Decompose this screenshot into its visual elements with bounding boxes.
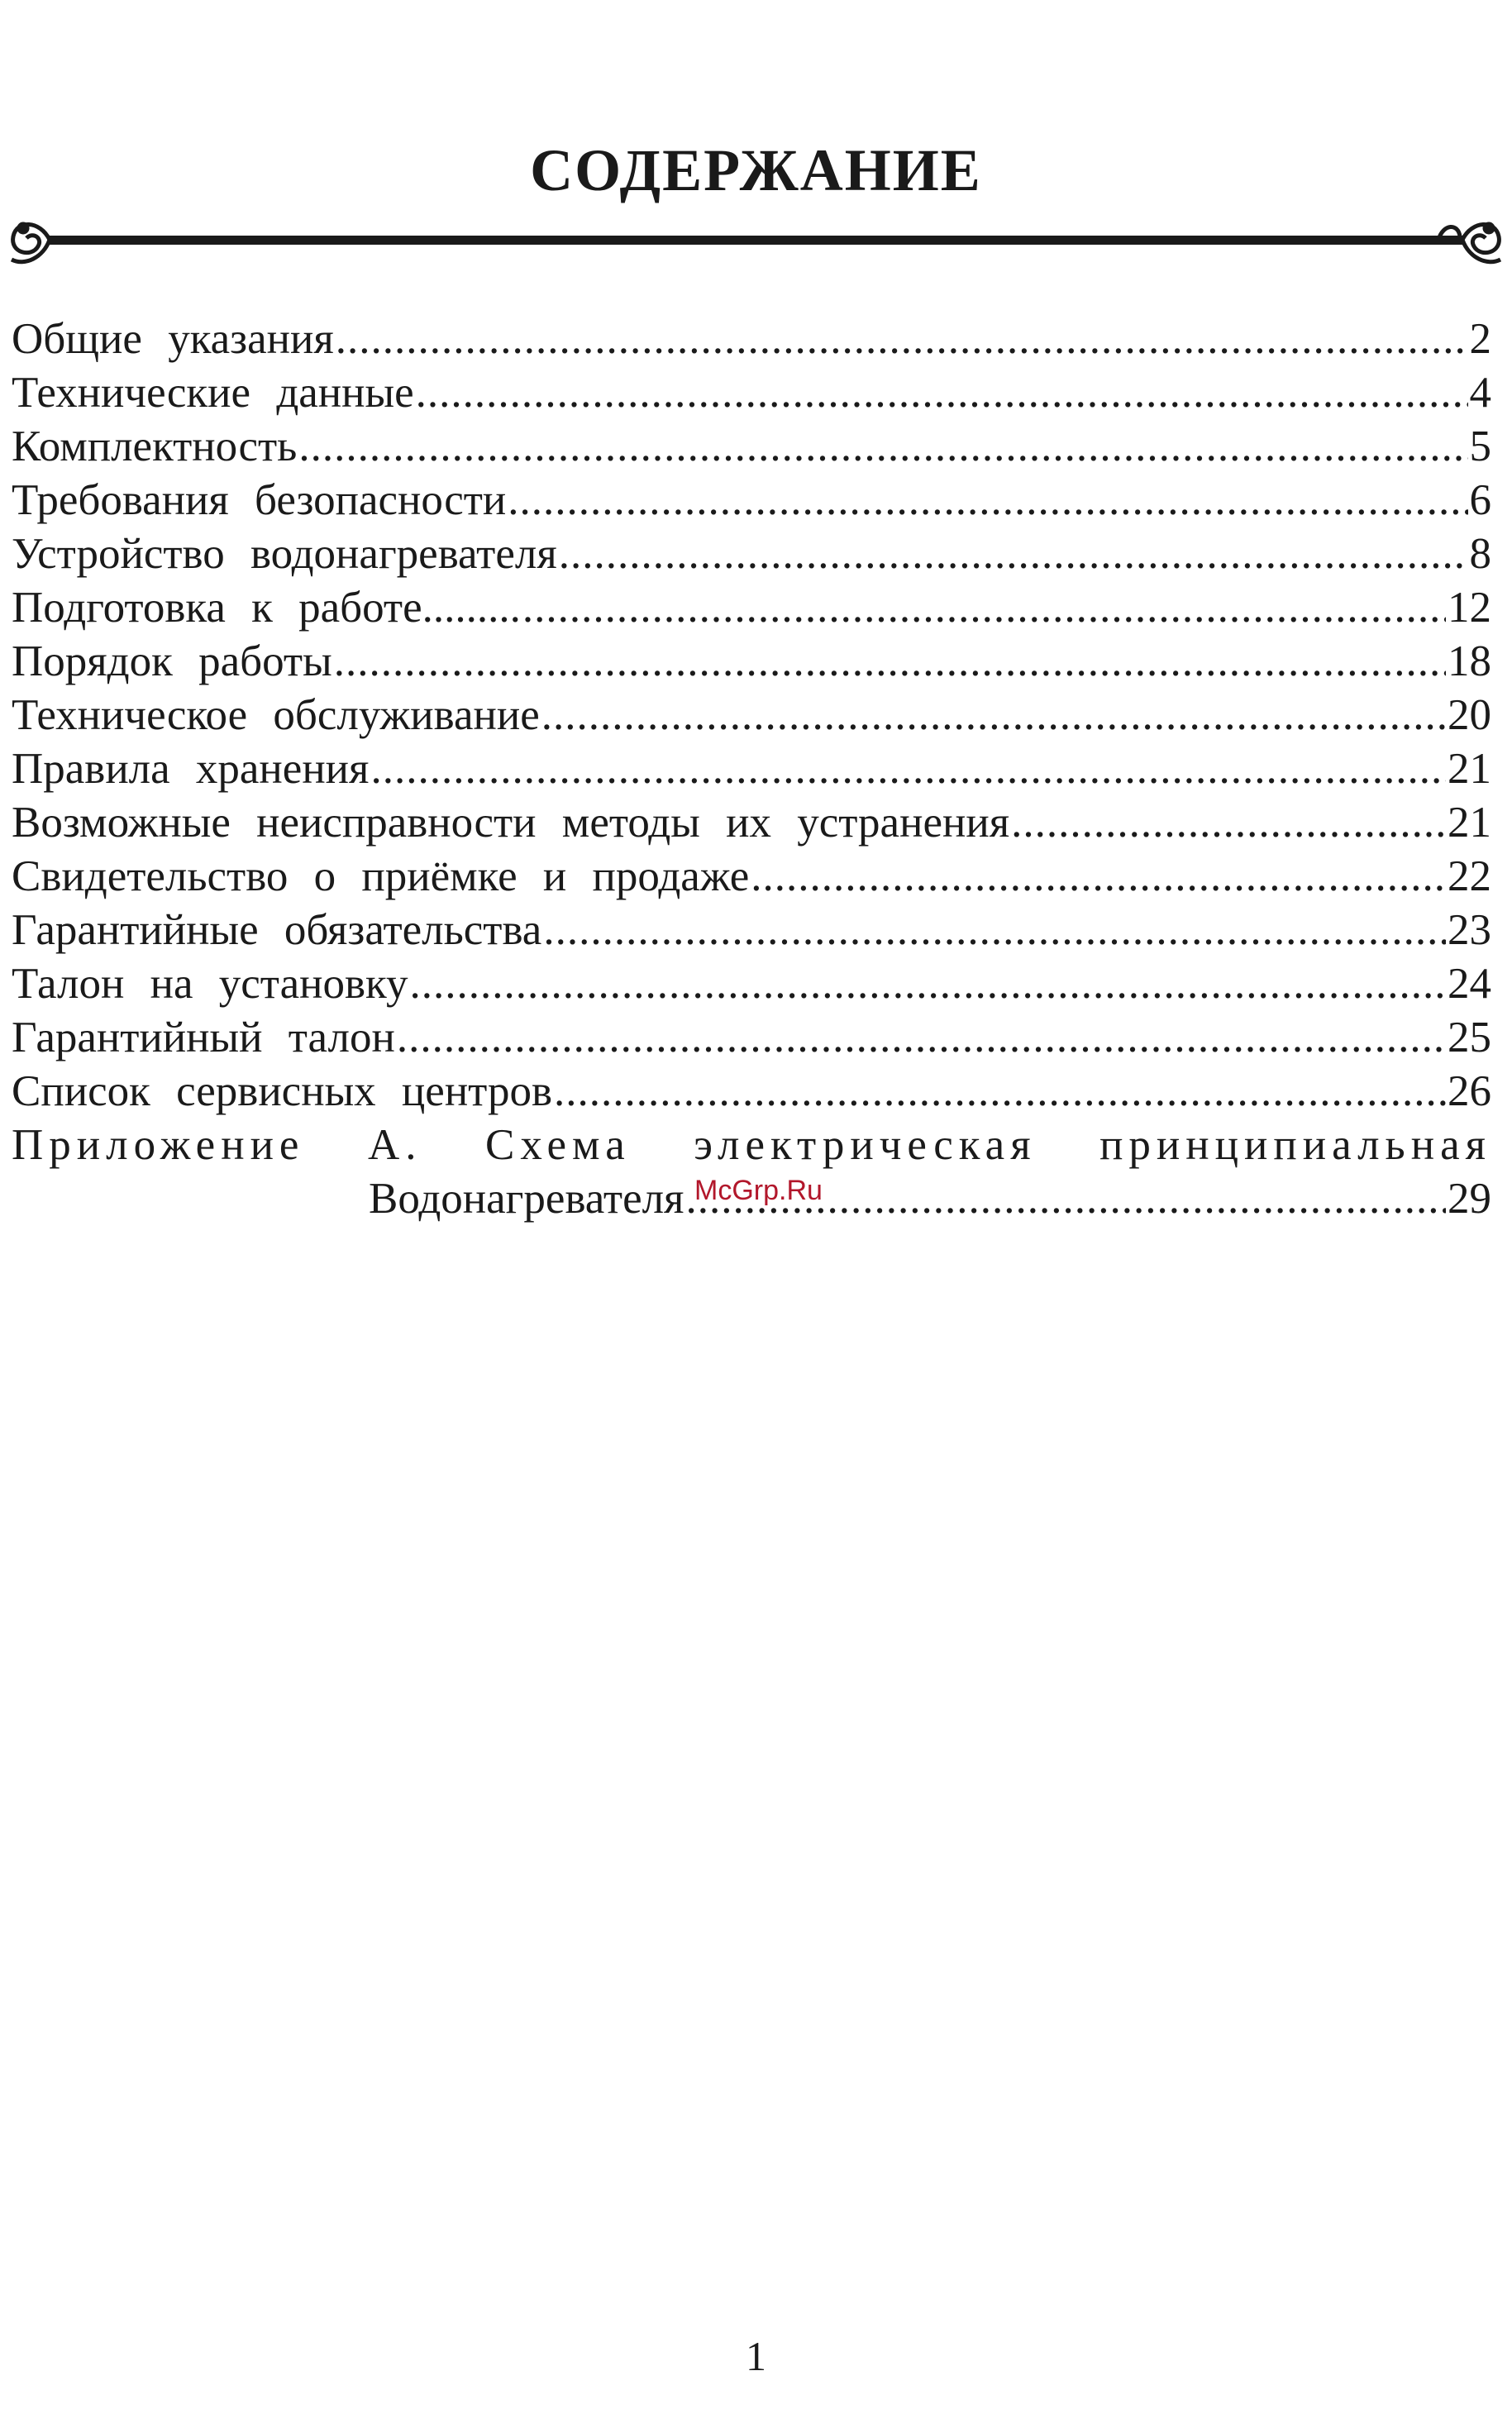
toc-entry[interactable] <box>12 796 1491 850</box>
toc-entry[interactable] <box>12 527 1491 581</box>
toc-entry[interactable] <box>12 474 1491 527</box>
toc-leader-dots <box>416 366 1468 420</box>
toc-entry-page: 5 <box>1469 422 1491 470</box>
appendix-word: А. <box>367 1121 422 1169</box>
toc-entry[interactable] <box>12 689 1491 742</box>
toc-leader-dots <box>1011 796 1446 850</box>
toc-entry-page: 22 <box>1448 852 1491 900</box>
toc-leader-dots <box>543 904 1446 957</box>
toc-entry-page: 12 <box>1448 584 1491 632</box>
left-ornament-icon <box>12 224 50 262</box>
toc-entry-page: 25 <box>1448 1014 1491 1061</box>
appendix-word: электрическая <box>694 1121 1037 1169</box>
ornamental-divider <box>0 208 1512 274</box>
toc-entry-page: 6 <box>1469 476 1491 524</box>
toc-entry-title: Техническое обслуживание <box>12 691 540 739</box>
toc-leader-dots <box>508 474 1467 527</box>
toc-entry[interactable] <box>12 1065 1491 1119</box>
toc-entry-title: Правила хранения <box>12 745 370 793</box>
toc-entry-title: Комплектность <box>12 422 298 470</box>
toc-leader-dots <box>751 850 1446 904</box>
table-of-contents <box>12 312 1491 1226</box>
toc-entry[interactable] <box>12 957 1491 1011</box>
toc-appendix-entry[interactable] <box>12 1119 1491 1172</box>
toc-entry[interactable] <box>12 635 1491 689</box>
toc-entry-title: Талон на установку <box>12 960 408 1008</box>
toc-entry-page: 20 <box>1448 691 1491 739</box>
toc-entry-title: Устройство водонагревателя <box>12 530 557 578</box>
toc-entry[interactable] <box>12 312 1491 366</box>
toc-entry-page: 26 <box>1448 1067 1491 1115</box>
toc-entry[interactable] <box>12 742 1491 796</box>
toc-entry-title: Технические данные <box>12 369 414 417</box>
toc-entry[interactable] <box>12 850 1491 904</box>
toc-leader-dots <box>334 635 1446 689</box>
toc-entry-title: Водонагревателя <box>369 1175 684 1223</box>
toc-entry-title: Возможные неисправности методы их устранения <box>12 799 1010 847</box>
toc-entry[interactable] <box>12 366 1491 420</box>
toc-entry-page: 8 <box>1469 530 1491 578</box>
toc-entry-page: 4 <box>1469 369 1491 417</box>
toc-entry-page: 21 <box>1448 799 1491 847</box>
toc-entry-title: Гарантийные обязательства <box>12 906 542 954</box>
appendix-word: Схема <box>484 1121 631 1169</box>
toc-entry-page: 2 <box>1469 315 1491 363</box>
toc-entry[interactable] <box>12 1011 1491 1065</box>
toc-entry[interactable] <box>12 581 1491 635</box>
toc-entry-title: Требования безопасности <box>12 476 507 524</box>
toc-entry-page: 24 <box>1448 960 1491 1008</box>
watermark-text: McGrp.Ru <box>694 1175 823 1206</box>
appendix-word: принципиальная <box>1099 1121 1491 1169</box>
toc-entry-title: Общие указания <box>12 315 334 363</box>
toc-leader-dots <box>336 312 1468 366</box>
toc-leader-dots <box>522 581 1446 635</box>
toc-entry[interactable] <box>12 904 1491 957</box>
toc-entry-page: 23 <box>1448 906 1491 954</box>
toc-leader-dots <box>370 742 1446 796</box>
appendix-word: Приложение <box>12 1121 305 1169</box>
toc-entry-page: 18 <box>1448 637 1491 685</box>
toc-leader-dots <box>397 1011 1446 1065</box>
toc-entry-title: Гарантийный талон <box>12 1014 395 1061</box>
toc-entry-title: Свидетельство о приёмке и продаже <box>12 852 750 900</box>
toc-entry[interactable] <box>12 420 1491 474</box>
toc-leader-dots <box>541 689 1446 742</box>
toc-entry-title: Подготовка к работе......... <box>12 584 521 632</box>
toc-entry-page: 21 <box>1448 745 1491 793</box>
toc-entry-title: Порядок работы <box>12 637 332 685</box>
toc-leader-dots <box>554 1065 1446 1119</box>
page-number: 1 <box>746 2333 766 2379</box>
toc-entry-page: 29 <box>1448 1175 1491 1223</box>
toc-leader-dots <box>410 957 1447 1011</box>
toc-leader-dots <box>298 420 1467 474</box>
toc-appendix-continuation[interactable] <box>12 1172 1491 1226</box>
divider-bar <box>50 236 1462 245</box>
toc-entry-title: Список сервисных центров <box>12 1067 553 1115</box>
toc-leader-dots <box>559 527 1468 581</box>
page-title: СОДЕРЖАНИЕ <box>530 137 982 203</box>
